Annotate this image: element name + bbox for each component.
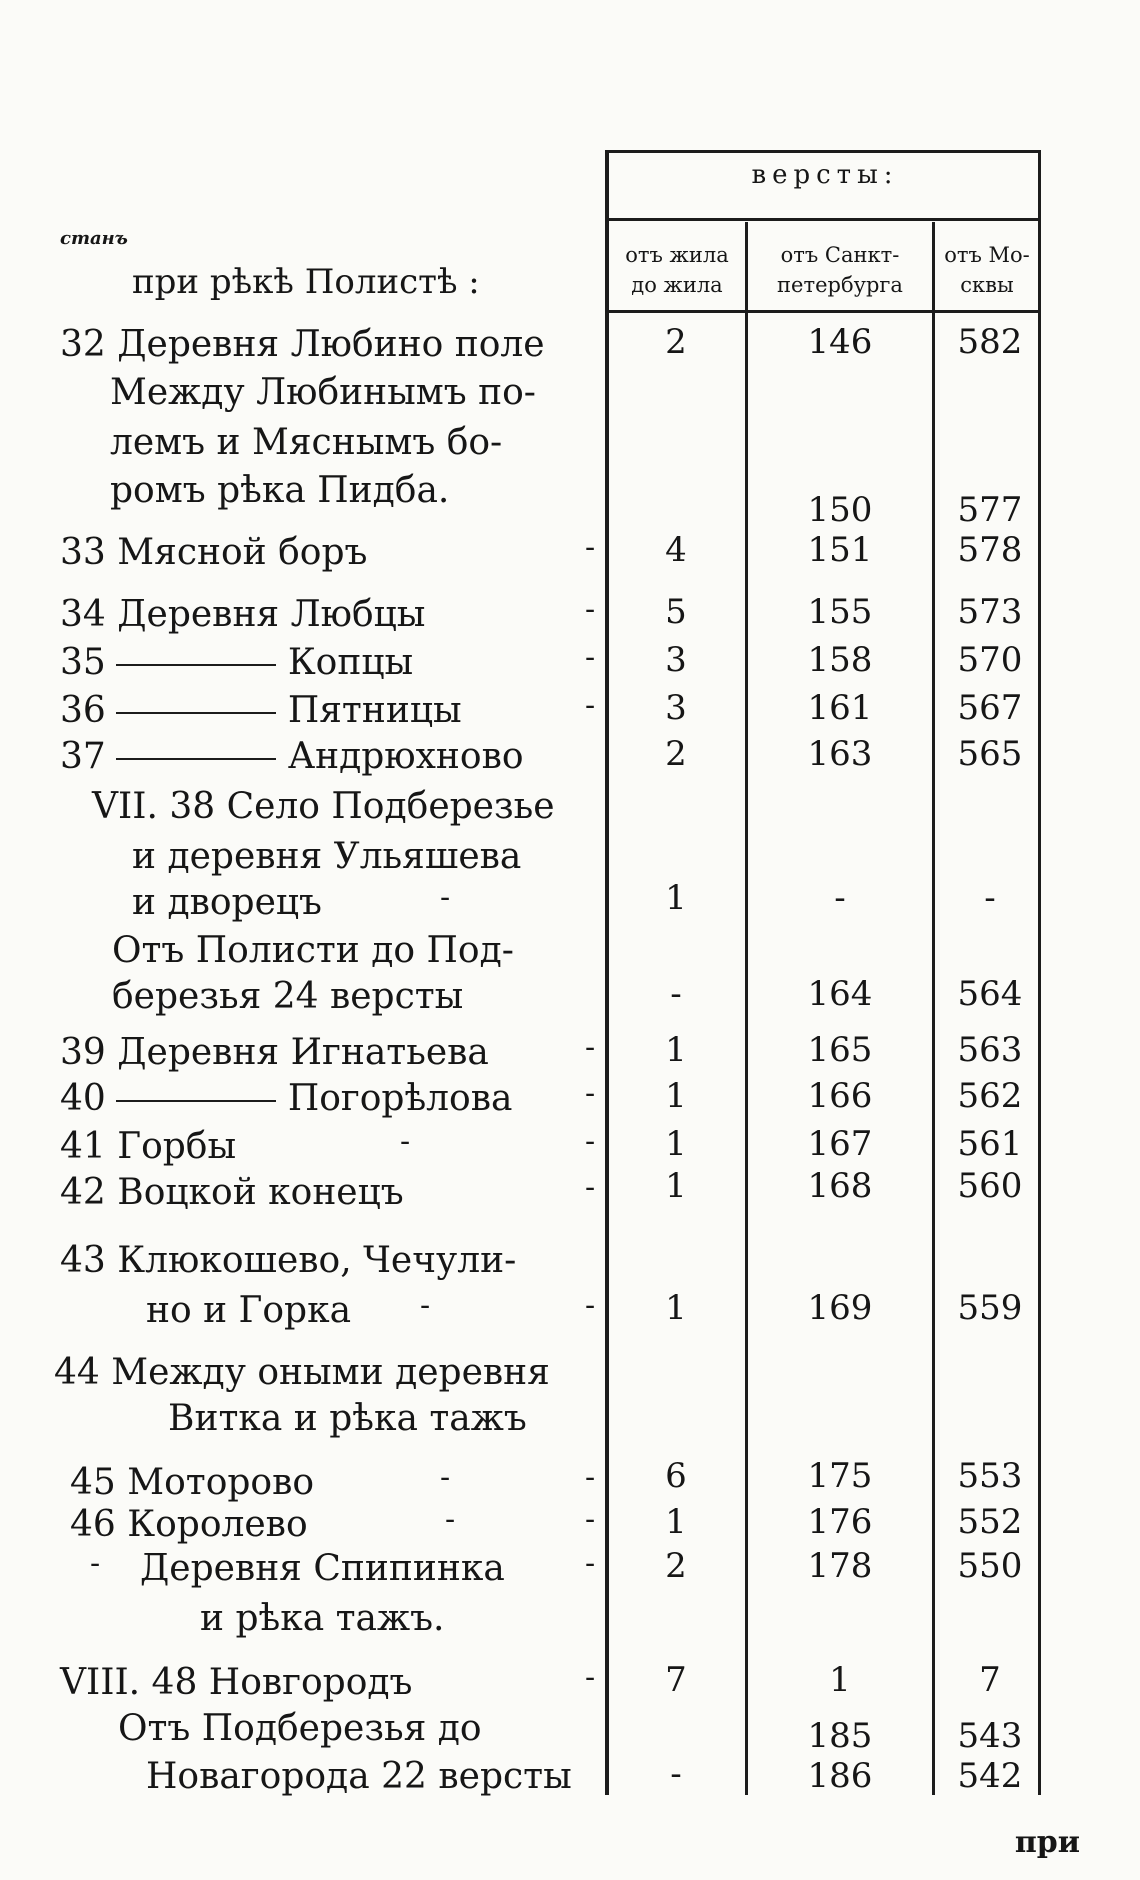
row-number: 36: [60, 690, 106, 731]
table-left-border: [605, 150, 609, 1795]
value-from-petersburg: 158: [807, 640, 873, 680]
value-from-moscow: 563: [957, 1030, 1023, 1070]
leader-dash: -: [585, 1546, 596, 1581]
value-from-stop: -: [670, 974, 682, 1014]
row-text: Отъ Подберезья до: [118, 1708, 482, 1749]
leader-dash: -: [585, 1460, 596, 1495]
value-from-moscow: 542: [957, 1756, 1023, 1796]
value-from-petersburg: 161: [807, 688, 873, 728]
row-text: ромъ рѣка Пидба.: [110, 470, 450, 511]
value-from-moscow: 552: [957, 1502, 1023, 1542]
header-title: версты:: [751, 160, 899, 190]
leader-dash: -: [400, 1124, 411, 1159]
row-text: 43 Клюкошево, Чечули-: [60, 1240, 517, 1281]
leader-dash: -: [585, 640, 596, 675]
leader-dash: -: [585, 688, 596, 723]
value-from-petersburg: 186: [807, 1756, 873, 1796]
value-from-stop: 1: [665, 1288, 687, 1328]
row-text: 39 Деревня Игнатьева: [60, 1032, 489, 1073]
row-name: Пятницы: [287, 690, 462, 731]
value-from-moscow: 550: [957, 1546, 1023, 1586]
row-text: лемъ и Мяснымъ бо-: [110, 422, 503, 463]
value-from-stop: 1: [665, 1124, 687, 1164]
value-from-moscow: 564: [957, 974, 1023, 1014]
value-from-stop: 1: [665, 1076, 687, 1116]
row-text: Витка и рѣка тажъ: [168, 1398, 527, 1439]
ditto-rule: [116, 1100, 276, 1102]
table-top-rule: [605, 150, 1041, 153]
leader-dash: -: [440, 1460, 451, 1495]
value-from-moscow: 567: [957, 688, 1023, 728]
column-divider-1: [745, 222, 748, 1795]
value-from-moscow: 573: [957, 592, 1023, 632]
row-text: 46 Королево: [70, 1504, 308, 1545]
row-text: 41 Горбы: [60, 1126, 237, 1167]
leader-dash: -: [90, 1546, 101, 1581]
value-from-petersburg: 165: [807, 1030, 873, 1070]
row-number: 40: [60, 1078, 106, 1119]
value-from-stop: 4: [665, 530, 687, 570]
value-from-stop: 2: [665, 1546, 687, 1586]
value-from-stop: 3: [665, 640, 687, 680]
row-text: [60, 734, 524, 780]
value-from-petersburg: 146: [807, 322, 873, 362]
header-bottom-rule: [605, 310, 1041, 313]
leader-dash: -: [585, 1288, 596, 1323]
column-header-from-petersburg: отъ Санкт- петербурга: [777, 243, 903, 297]
row-text: березья 24 версты: [112, 976, 464, 1017]
value-from-petersburg: 167: [807, 1124, 873, 1164]
value-from-stop: 1: [665, 1166, 687, 1206]
leader-dash: -: [585, 592, 596, 627]
row-text: 32 Деревня Любино поле: [60, 324, 545, 365]
value-from-moscow: 562: [957, 1076, 1023, 1116]
leader-dash: -: [445, 1502, 456, 1537]
leader-dash: -: [420, 1288, 431, 1323]
value-from-stop: 3: [665, 688, 687, 728]
value-from-moscow: 553: [957, 1456, 1023, 1496]
value-from-petersburg: 155: [807, 592, 873, 632]
value-from-stop: 1: [665, 1030, 687, 1070]
column-header-from-stop: отъ жила до жила: [625, 243, 729, 297]
value-from-moscow: 570: [957, 640, 1023, 680]
value-from-petersburg: 164: [807, 974, 873, 1014]
value-from-moscow: 561: [957, 1124, 1023, 1164]
row-text: 33 Мясной боръ: [60, 532, 368, 573]
value-from-stop: 2: [665, 734, 687, 774]
river-heading: при рѣкѣ Полистѣ :: [132, 262, 480, 302]
ditto-rule: [116, 664, 276, 666]
leader-dash: -: [585, 1030, 596, 1065]
row-text: и рѣка тажъ.: [200, 1598, 445, 1639]
value-from-petersburg: 169: [807, 1288, 873, 1328]
leader-dash: -: [585, 1170, 596, 1205]
row-number: 35: [60, 642, 106, 683]
row-text: и деревня Ульяшева: [132, 836, 522, 877]
value-from-moscow: 543: [957, 1716, 1023, 1756]
leader-dash: -: [585, 530, 596, 565]
value-from-stop: 1: [665, 878, 687, 918]
leader-dash: -: [585, 1502, 596, 1537]
value-from-petersburg: 150: [807, 490, 873, 530]
value-from-petersburg: 175: [807, 1456, 873, 1496]
value-from-moscow: 582: [957, 322, 1023, 362]
row-text: 44 Между оными деревня: [54, 1352, 550, 1393]
value-from-petersburg: 176: [807, 1502, 873, 1542]
value-from-petersburg: 185: [807, 1716, 873, 1756]
value-from-moscow: -: [984, 878, 996, 918]
value-from-stop: 2: [665, 322, 687, 362]
catchword: при: [1014, 1825, 1080, 1860]
value-from-moscow: 578: [957, 530, 1023, 570]
value-from-moscow: 577: [957, 490, 1023, 530]
ditto-rule: [116, 712, 276, 714]
row-text: Деревня Спипинка: [140, 1548, 505, 1589]
value-from-stop: 1: [665, 1502, 687, 1542]
column-header-from-moscow: отъ Мо- сквы: [944, 243, 1030, 297]
value-from-moscow: 559: [957, 1288, 1023, 1328]
value-from-stop: 5: [665, 592, 687, 632]
row-text: [60, 688, 462, 734]
value-from-petersburg: 163: [807, 734, 873, 774]
row-text: но и Горка: [146, 1290, 352, 1331]
ditto-rule: [116, 758, 276, 760]
leader-dash: -: [585, 1660, 596, 1695]
value-from-petersburg: -: [834, 878, 846, 918]
value-from-petersburg: 178: [807, 1546, 873, 1586]
row-text: Отъ Полисти до Под-: [112, 930, 514, 971]
row-text: [60, 1076, 512, 1122]
row-text: Между Любинымъ по-: [110, 372, 536, 413]
value-from-moscow: 565: [957, 734, 1023, 774]
value-from-petersburg: 168: [807, 1166, 873, 1206]
leader-dash: -: [585, 1124, 596, 1159]
value-from-petersburg: 166: [807, 1076, 873, 1116]
value-from-moscow: 7: [979, 1660, 1001, 1700]
value-from-stop: -: [670, 1754, 682, 1794]
stan-label: станъ: [60, 228, 128, 249]
row-text: 42 Воцкой конецъ: [60, 1172, 404, 1213]
value-from-stop: 6: [665, 1456, 687, 1496]
value-from-moscow: 560: [957, 1166, 1023, 1206]
row-text: VII. 38 Село Подберезье: [92, 786, 555, 827]
row-name: Копцы: [287, 642, 414, 683]
row-name: Погорѣлова: [287, 1078, 513, 1119]
row-text: VIII. 48 Новгородъ: [60, 1662, 413, 1703]
row-text: 34 Деревня Любцы: [60, 594, 426, 635]
row-text: 45 Моторово: [70, 1462, 315, 1503]
header-title-rule: [605, 218, 1041, 221]
row-text: и дворецъ: [132, 882, 322, 923]
leader-dash: -: [440, 880, 451, 915]
value-from-petersburg: 151: [807, 530, 873, 570]
value-from-stop: 7: [665, 1660, 687, 1700]
row-text: Новагорода 22 версты: [146, 1756, 572, 1797]
row-name: Андрюхново: [287, 736, 524, 777]
row-text: [60, 640, 413, 686]
row-number: 37: [60, 736, 106, 777]
leader-dash: -: [585, 1076, 596, 1111]
value-from-petersburg: 1: [829, 1660, 851, 1700]
